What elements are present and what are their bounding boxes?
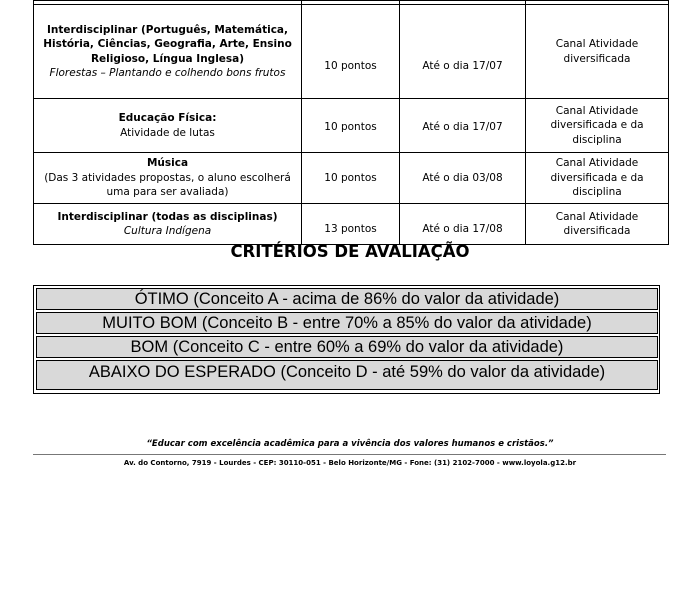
activity-deadline: Até o dia 17/07 — [400, 5, 526, 99]
activity-channel: Canal Atividade diversificada — [526, 5, 669, 99]
footer-divider — [33, 454, 666, 455]
table-row — [34, 5, 669, 99]
activity-deadline: Até o dia 17/07 — [400, 99, 526, 153]
footer-address: Av. do Contorno, 7919 - Lourdes - CEP: 30110-051 - Belo Horizonte/MG - Fone: (31) 2102-7000 - www.loyola.g12.br — [123, 459, 577, 467]
criteria-item-d: ABAIXO DO ESPERADO (Conceito D - até 59% do valor da atividade) — [36, 360, 658, 390]
activity-cell — [34, 204, 302, 245]
activities-table — [33, 0, 669, 245]
activity-title: Interdisciplinar (todas as disciplinas) — [57, 210, 278, 223]
activity-points: 10 pontos — [302, 153, 400, 204]
criteria-item-a: ÓTIMO (Conceito A - acima de 86% do valor da atividade) — [36, 288, 658, 310]
activity-subtitle: Atividade de lutas — [120, 126, 215, 139]
table-row — [34, 153, 669, 204]
activity-deadline: Até o dia 03/08 — [400, 153, 526, 204]
criteria-heading: CRITÉRIOS DE AVALIAÇÃO — [230, 242, 470, 261]
activity-cell — [34, 153, 302, 204]
activity-title: Interdisciplinar (Português, Matemática, História, Ciências, Geografia, Arte, Ensino Religioso, Língua Inglesa) — [43, 23, 292, 65]
footer-motto: “Educar com excelência acadêmica para a vivência dos valores humanos e cristãos.” — [146, 439, 554, 449]
activity-channel: Canal Atividade diversificada — [526, 204, 669, 245]
activity-cell — [34, 99, 302, 153]
criteria-box — [33, 285, 660, 394]
table-row — [34, 99, 669, 153]
criteria-item-b: MUITO BOM (Conceito B - entre 70% a 85% do valor da atividade) — [36, 312, 658, 334]
activity-subtitle: Cultura Indígena — [123, 225, 212, 237]
activity-channel: Canal Atividade diversificada e da disciplina — [526, 99, 669, 153]
activity-subtitle: Florestas – Plantando e colhendo bons frutos — [49, 67, 286, 79]
activity-points: 13 pontos — [302, 204, 400, 245]
activity-title: Música — [146, 157, 189, 170]
activity-points: 10 pontos — [302, 5, 400, 99]
activity-cell — [34, 5, 302, 99]
table-row — [34, 204, 669, 245]
activity-channel: Canal Atividade diversificada e da disciplina — [526, 153, 669, 204]
activity-deadline: Até o dia 17/08 — [400, 204, 526, 245]
activity-subtitle: (Das 3 atividades propostas, o aluno escolherá uma para ser avaliada) — [44, 171, 291, 199]
activity-points: 10 pontos — [302, 99, 400, 153]
criteria-item-c: BOM (Conceito C - entre 60% a 69% do valor da atividade) — [36, 336, 658, 358]
activity-title: Educação Física: — [118, 112, 217, 124]
